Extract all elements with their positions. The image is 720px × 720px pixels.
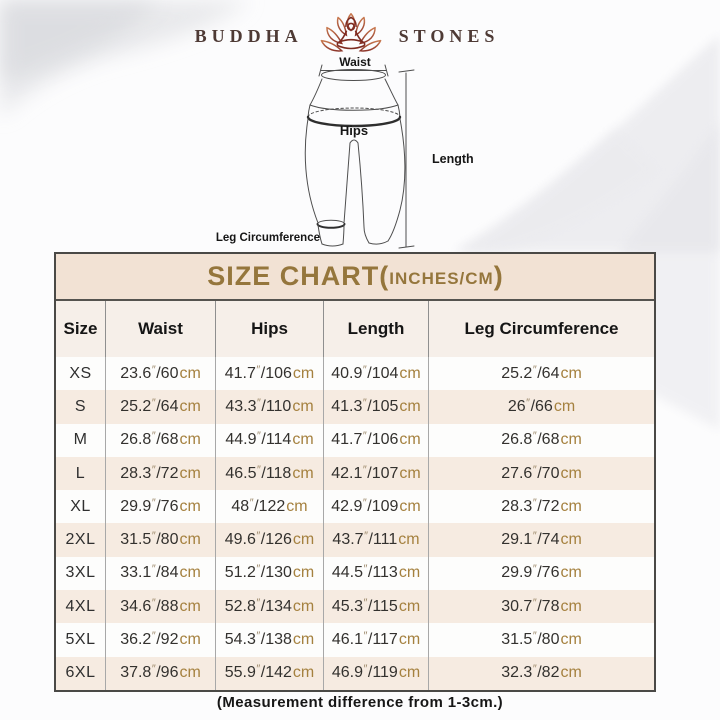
cell-hips: 51.2 ″ /130 cm <box>216 557 324 590</box>
cell-leg: 29.1 ″ /74 cm <box>501 530 582 549</box>
cell-size: XL <box>56 490 106 523</box>
table-row <box>56 657 654 690</box>
cell-hips: 41.7 ″ /106 cm <box>216 357 324 390</box>
cell-length: 46.9 ″ /119 cm <box>324 657 429 690</box>
cell-waist: 37.8 ″ /96 cm <box>106 657 216 690</box>
cell-size: M <box>56 424 106 457</box>
cell-hips: 52.8 ″ /134 cm <box>216 590 324 623</box>
cell-size: S <box>56 390 106 423</box>
cell-leg: 26.8 ″ /68 cm <box>501 430 582 449</box>
size-chart-title <box>56 254 654 301</box>
table-row <box>56 623 654 656</box>
table-header-row <box>56 301 654 357</box>
table-row <box>56 424 654 457</box>
cell-length: 43.7 ″ /111 cm <box>324 523 429 556</box>
cell-leg: 31.5 ″ /80 cm <box>501 630 582 649</box>
cell-hips: 46.5 ″ /118 cm <box>216 457 324 490</box>
cell-length: 41.3 ″ /105 cm <box>324 390 429 423</box>
cell-leg: 32.3 ″ /82 cm <box>501 663 582 682</box>
table-row <box>56 457 654 490</box>
cell-leg: 26 ″ /66 cm <box>507 396 576 415</box>
cell-hips: 54.3 ″ /138 cm <box>216 623 324 656</box>
cell-waist: 28.3 ″ /72 cm <box>106 457 216 490</box>
cell-size: 3XL <box>56 557 106 590</box>
size-chart-table <box>54 252 656 692</box>
cell-leg: 30.7 ″ /78 cm <box>501 596 582 615</box>
lotus-meditation-icon <box>315 11 387 61</box>
column-header-waist: Waist <box>106 301 216 357</box>
cell-size: 5XL <box>56 623 106 656</box>
cell-length: 45.3 ″ /115 cm <box>324 590 429 623</box>
brand-right-text: STONES <box>398 25 500 46</box>
cell-length: 41.7 ″ /106 cm <box>324 424 429 457</box>
title-close-paren: ) <box>493 261 503 291</box>
cell-hips: 55.9 ″ /142 cm <box>216 657 324 690</box>
table-row <box>56 490 654 523</box>
title-main: SIZE CHART( <box>207 261 390 291</box>
cell-size: XS <box>56 357 106 390</box>
cell-size: 6XL <box>56 657 106 690</box>
cell-leg: 27.6 ″ /70 cm <box>501 463 582 482</box>
cell-hips: 48 ″ /122 cm <box>216 490 324 523</box>
diagram-waist-label: Waist <box>339 55 371 69</box>
title-units: INCHES/CM <box>389 268 494 288</box>
table-row <box>56 357 654 390</box>
cell-length: 42.1 ″ /107 cm <box>324 457 429 490</box>
cell-hips: 49.6 ″ /126 cm <box>216 523 324 556</box>
cell-waist: 26.8 ″ /68 cm <box>106 424 216 457</box>
table-body <box>56 357 654 690</box>
column-header-hips: Hips <box>216 301 324 357</box>
cell-waist: 23.6 ″ /60 cm <box>106 357 216 390</box>
diagram-leg-circumference-label: Leg Circumference <box>215 232 320 244</box>
diagram-length-label: Length <box>432 152 474 166</box>
cell-waist: 33.1 ″ /84 cm <box>106 557 216 590</box>
cell-waist: 34.6 ″ /88 cm <box>106 590 216 623</box>
cell-leg: 29.9 ″ /76 cm <box>501 563 582 582</box>
cell-waist: 31.5 ″ /80 cm <box>106 523 216 556</box>
measurement-note: (Measurement difference from 1-3cm.) <box>216 694 504 711</box>
table-row <box>56 590 654 623</box>
table-row <box>56 390 654 423</box>
cell-hips: 43.3 ″ /110 cm <box>216 390 324 423</box>
cell-length: 46.1 ″ /117 cm <box>324 623 429 656</box>
cell-length: 40.9 ″ /104 cm <box>324 357 429 390</box>
cell-waist: 36.2 ″ /92 cm <box>106 623 216 656</box>
cell-size: 4XL <box>56 590 106 623</box>
cell-hips: 44.9 ″ /114 cm <box>216 424 324 457</box>
cell-size: L <box>56 457 106 490</box>
cell-length: 42.9 ″ /109 cm <box>324 490 429 523</box>
cell-leg: 25.2 ″ /64 cm <box>501 363 582 382</box>
cell-waist: 29.9 ″ /76 cm <box>106 490 216 523</box>
cell-waist: 25.2 ″ /64 cm <box>106 390 216 423</box>
pants-measurement-diagram <box>210 55 480 255</box>
diagram-hips-label: Hips <box>339 123 369 138</box>
cell-leg: 28.3 ″ /72 cm <box>501 496 582 515</box>
column-header-leg-circumference: Leg Circumference <box>464 319 619 338</box>
table-row <box>56 523 654 556</box>
column-header-size: Size <box>56 301 106 357</box>
column-header-length: Length <box>324 301 429 357</box>
brand-left-text: BUDDHA <box>194 25 303 46</box>
table-row <box>56 557 654 590</box>
cell-length: 44.5 ″ /113 cm <box>324 557 429 590</box>
cell-size: 2XL <box>56 523 106 556</box>
